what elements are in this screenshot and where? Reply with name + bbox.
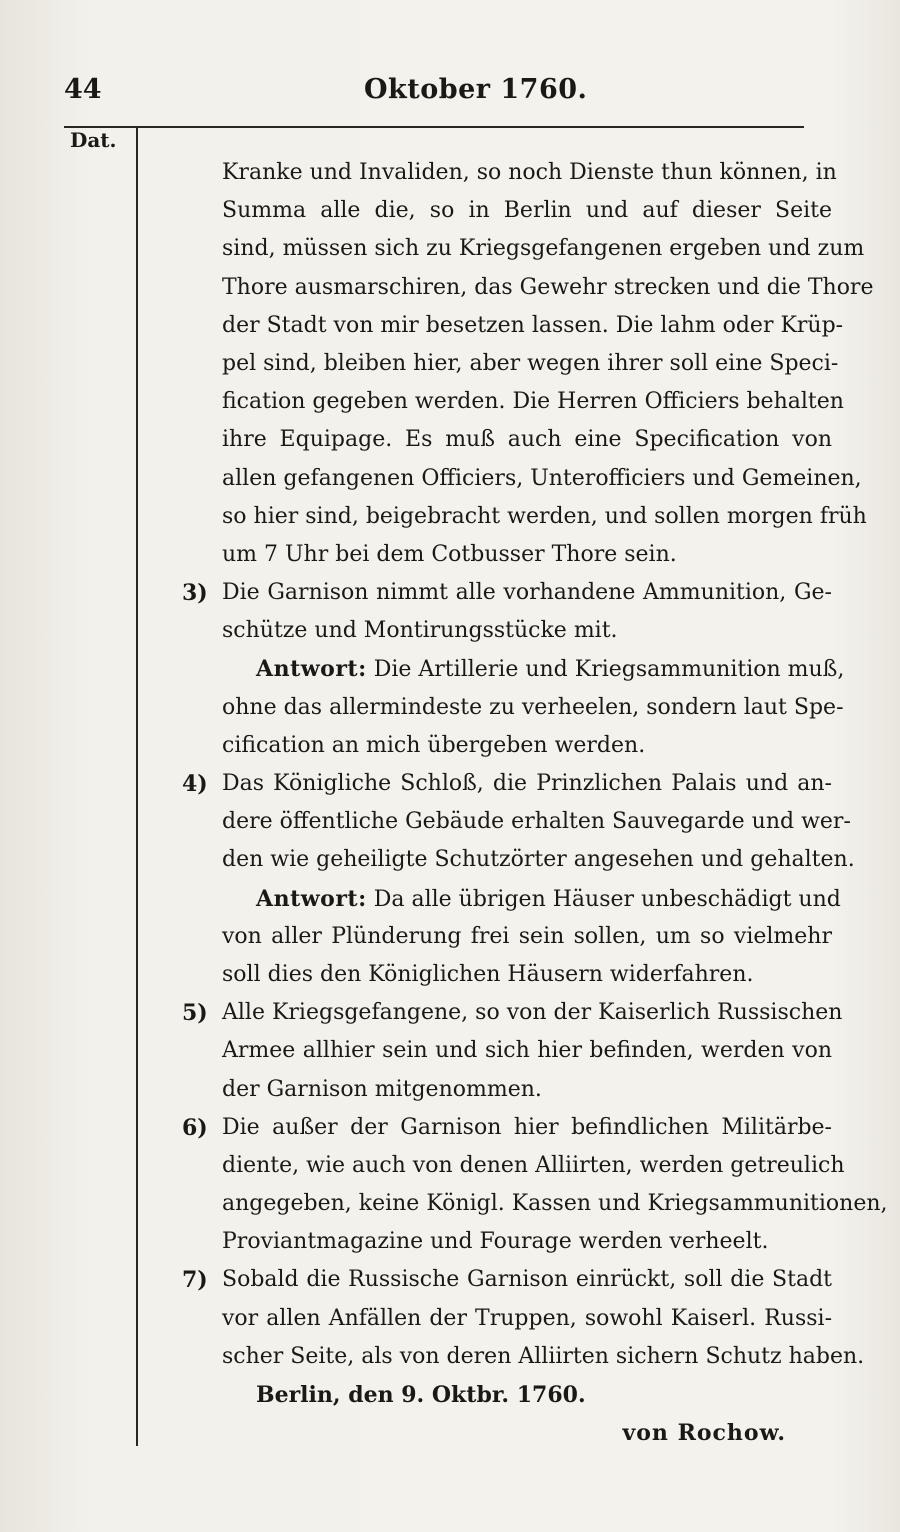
text-line: von aller Plünderung frei sein sollen, um so vielmehr [222,923,832,949]
text-line: ihre Equipage. Es muß auch eine Specification von [222,427,832,453]
text-line: schütze und Montirungsstücke mit. [222,618,618,644]
text-line: Armee allhier sein und sich hier befinden, werden von [222,1038,832,1064]
page-number: 44 [64,74,102,105]
text-line: Kranke und Invaliden, so noch Dienste thun können, in [222,160,837,185]
text-line: den wie geheiligte Schutzörter angesehen und gehalten. [222,847,855,873]
header-rule [64,126,804,128]
article-6: 6) Die außer der Garnison hier befindlichen Militärbe- [160,1109,832,1147]
text-line: cification an mich übergeben werden. [222,732,646,758]
text-line: sind, müssen sich zu Kriegsgefangenen ergeben und zum [222,236,865,262]
text-line: so hier sind, beigebracht werden, und sollen morgen früh [222,503,867,529]
article-5: 5) Alle Kriegsgefangene, so von der Kaiserlich Russischen [160,994,832,1032]
text-line: diente, wie auch von denen Alliirten, werden getreulich [222,1152,845,1178]
text-line: scher Seite, als von deren Alliirten sichern Schutz haben. [222,1343,865,1369]
margin-date-label: Dat. [70,128,117,152]
text-line: Summa alle die, so in Berlin und auf dieser Seite [222,198,832,224]
margin-rule [136,128,138,1446]
article-7: 7) Sobald die Russische Garnison einrückt, soll die Stadt [160,1261,832,1299]
text-line: der Garnison mitgenommen. [222,1076,542,1102]
main-text [160,154,888,1452]
text-line: um 7 Uhr bei dem Cotbusser Thore sein. [222,541,677,567]
article-3: 3) Die Garnison nimmt alle vorhandene Ammunition, Ge- [160,574,832,612]
signature: von Rochow. [622,1420,786,1447]
article-number: 7) [182,1267,208,1294]
article-number: 4) [182,771,208,797]
running-head: Oktober 1760. [364,74,588,105]
text-line: fication gegeben werden. Die Herren Officiers behalten [222,389,844,415]
answer-4: Antwort: Da alle übrigen Häuser unbeschädigt und [256,885,841,912]
answer-label: Antwort: [256,656,367,683]
text-line: soll dies den Königlichen Häusern widerfahren. [222,961,754,987]
text-line: pel sind, bleiben hier, aber wegen ihrer soll eine Speci- [222,350,839,376]
text-line: allen gefangenen Officiers, Unterofficiers und Gemeinen, [222,465,862,491]
text-line: angegeben, keine Königl. Kassen und Kriegsammunitionen, [222,1191,888,1217]
article-number: 3) [182,580,208,607]
text-line: Thore ausmarschiren, das Gewehr strecken und die Thore [222,274,874,300]
text-line: Proviantmagazine und Fourage werden verheelt. [222,1229,769,1255]
article-4: 4) Das Königliche Schloß, die Prinzlichen Palais und an- [160,765,832,803]
closing-signature [160,1414,832,1452]
answer-label: Antwort: [256,885,367,912]
article-number: 6) [182,1114,208,1141]
text-line: ohne das allermindeste zu verheelen, sondern laut Spe- [222,694,844,720]
page-header [64,74,804,114]
text-line: vor allen Anfällen der Truppen, sowohl Kaiserl. Russi- [222,1305,832,1331]
closing-place-date: Berlin, den 9. Oktbr. 1760. [256,1382,586,1408]
text-line: dere öffentliche Gebäude erhalten Sauvegarde und wer- [222,809,851,835]
article-number: 5) [182,1000,208,1027]
text-line: der Stadt von mir besetzen lassen. Die lahm oder Krüp- [222,312,844,338]
answer-3: Antwort: Die Artillerie und Kriegsammunition muß, [256,656,845,683]
